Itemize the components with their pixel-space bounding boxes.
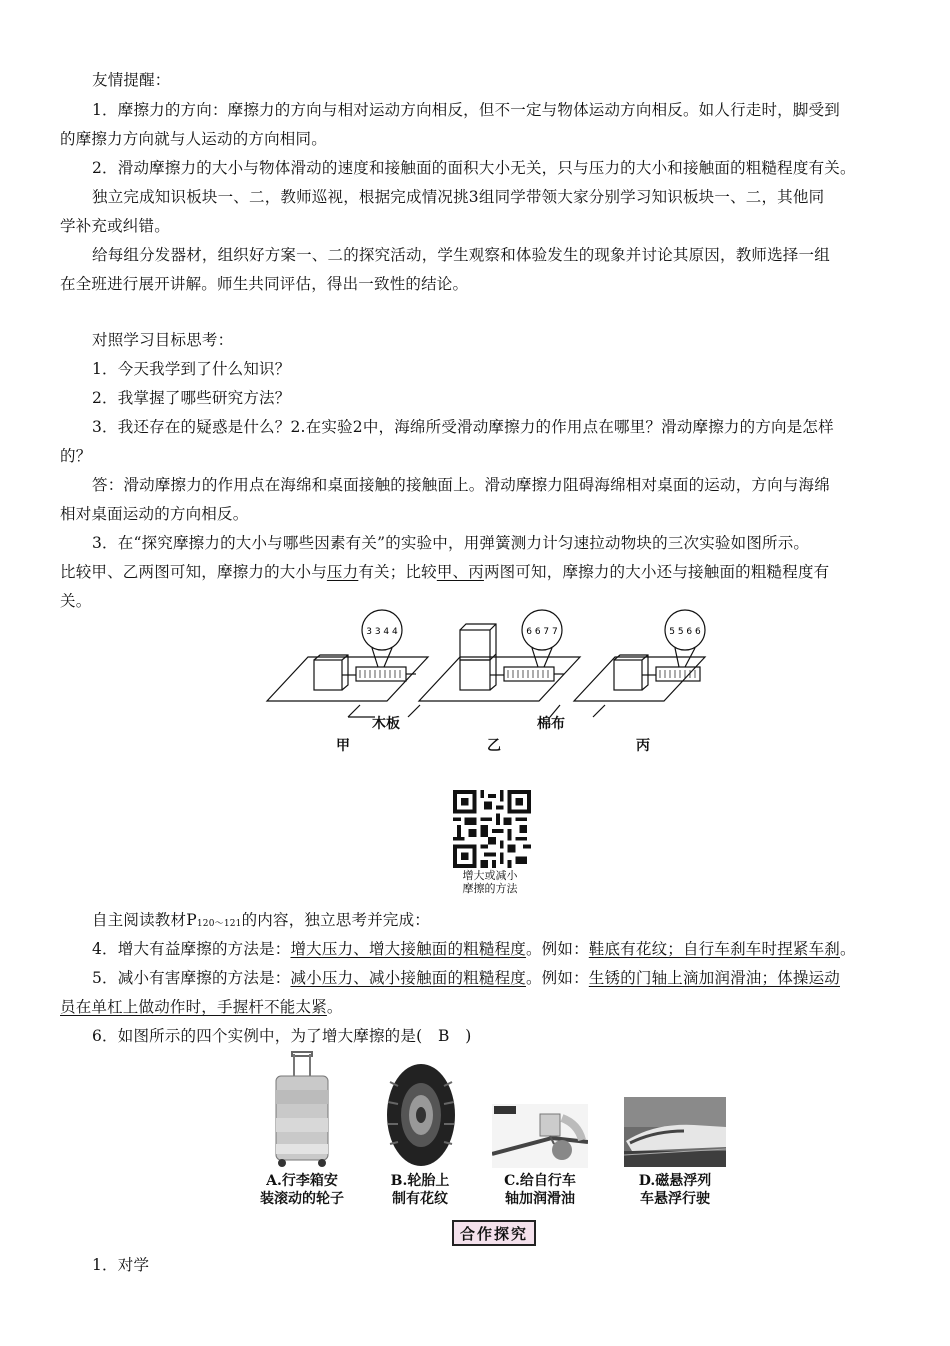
answer-decrease-example-cont: 员在单杠上做动作时，手握杆不能太紧 [60, 998, 327, 1016]
text-fragment: 4．增大有益摩擦的方法是： [92, 940, 291, 958]
reading-intro [92, 910, 430, 934]
option-c-line-1: C.给自行车 [504, 1173, 576, 1189]
question-4 [92, 939, 856, 959]
reminder-para-1-cont: 学补充或纠错。 [60, 217, 170, 235]
text-fragment: 自主阅读教材P [92, 911, 197, 929]
page-range: 120～121 [196, 919, 242, 929]
text-fragment: 有关；比较 [358, 563, 437, 581]
dial-reading-bing: 5 5 6 6 [669, 627, 701, 637]
reflect-q1: 1．今天我学到了什么知识？ [92, 360, 291, 378]
option-d-caption [620, 1172, 730, 1208]
block-bing [614, 660, 642, 690]
block-jia [314, 660, 342, 690]
answer-increase-example: 鞋底有花纹；自行车刹车时捏紧车刹 [588, 940, 840, 958]
block-yi-top [460, 630, 490, 660]
bicycle-oil-image [492, 1104, 588, 1168]
reflect-q2: 2．我掌握了哪些研究方法？ [92, 389, 291, 407]
text-fragment: 5．减小有害摩擦的方法是： [92, 969, 291, 987]
option-b-caption [370, 1172, 470, 1208]
label-bing: 丙 [636, 738, 650, 754]
text-fragment: 。 [326, 998, 343, 1016]
reminder-title: 友情提醒： [92, 71, 171, 89]
label-jia: 甲 [336, 738, 350, 754]
option-c-caption [488, 1172, 592, 1208]
text-fragment: 。 [840, 940, 856, 958]
spring-scale-yi [504, 667, 554, 681]
section-badge: 合作探究 [452, 1220, 536, 1246]
option-b-line-2: 制有花纹 [392, 1191, 448, 1207]
plane-yi [419, 657, 580, 701]
text-fragment: 比较甲、乙两图可知，摩擦力的大小与 [60, 563, 327, 581]
label-board: 木板 [372, 716, 400, 732]
option-a-line-2: 装滚动的轮子 [260, 1191, 344, 1207]
qr-caption [440, 869, 540, 895]
answer-pressure: 压力 [326, 563, 359, 581]
qr-caption-line-2: 摩擦的方法 [462, 882, 518, 895]
reminder-para-2: 给每组分发器材，组织好方案一、二的探究活动，学生观察和体验发生的现象并讨论其原因，教师选择一组 [92, 246, 830, 264]
option-a-line-1: A.行李箱安 [266, 1173, 338, 1189]
friction-experiment-figure [260, 605, 710, 755]
reflect-answer-cont: 相对桌面运动的方向相反。 [60, 505, 249, 523]
question-6: 6．如图所示的四个实例中，为了增大摩擦的是( B ) [92, 1027, 472, 1045]
option-d-line-2: 车悬浮行驶 [640, 1191, 710, 1207]
label-cloth: 棉布 [537, 716, 565, 732]
reminder-para-2-cont: 在全班进行展开讲解。师生共同评估，得出一致性的结论。 [60, 275, 469, 293]
text-fragment: 的内容，独立思考并完成： [241, 911, 431, 929]
reflect-title: 对照学习目标思考： [92, 331, 234, 349]
label-yi: 乙 [487, 738, 501, 754]
question-5 [92, 968, 840, 988]
option-b-line-1: B.轮胎上 [390, 1173, 450, 1189]
text-fragment: 。例如： [525, 969, 589, 987]
block-yi-bottom [460, 660, 490, 690]
option-c-line-2: 轴加润滑油 [505, 1191, 575, 1207]
last-line: 1．对学 [92, 1256, 150, 1274]
experiment-question-cont [60, 562, 829, 582]
reflect-q3: 3．我还存在的疑惑是什么？2.在实验2中，海绵所受滑动摩擦力的作用点在哪里？滑动摩擦力的方向是怎样 [92, 418, 834, 436]
answer-decrease-method: 减小压力、减小接触面的粗糙程度 [290, 969, 526, 987]
qr-code[interactable] [452, 790, 532, 868]
text-fragment: 。例如： [525, 940, 589, 958]
spring-scale-jia [356, 667, 406, 681]
experiment-question-end: 关。 [60, 592, 92, 610]
qr-caption-line-1: 增大或减小 [462, 869, 518, 882]
text-fragment: 两图可知，摩擦力的大小还与接触面的粗糙程度有 [483, 563, 830, 581]
question-5-cont [60, 997, 343, 1017]
reminder-item-1-cont: 的摩擦力方向就与人运动的方向相同。 [60, 130, 327, 148]
reminder-item-2: 2．滑动摩擦力的大小与物体滑动的速度和接触面的面积大小无关，只与压力的大小和接触面的粗糙程度有关。 [92, 159, 856, 177]
suitcase-image [270, 1050, 334, 1168]
plane-bing [574, 657, 705, 701]
dial-reading-yi: 6 6 7 7 [526, 627, 558, 637]
reflect-q3-cont: 的？ [60, 447, 92, 465]
option-d-line-1: D.磁悬浮列 [638, 1173, 712, 1189]
answer-increase-method: 增大压力、增大接触面的粗糙程度 [290, 940, 526, 958]
maglev-train-image [624, 1097, 726, 1167]
answer-jia-bing: 甲、丙 [436, 563, 484, 581]
experiment-question: 3．在“探究摩擦力的大小与哪些因素有关”的实验中，用弹簧测力计匀速拉动物块的三次实验如图所示。 [92, 534, 810, 552]
reminder-item-1: 1．摩擦力的方向：摩擦力的方向与相对运动方向相反，但不一定与物体运动方向相反。如人行走时，脚受到 [92, 101, 840, 119]
dial-reading-jia: 3 3 4 4 [366, 627, 398, 637]
tire-image [384, 1062, 458, 1168]
option-a-caption [248, 1172, 356, 1208]
reminder-para-1: 独立完成知识板块一、二，教师巡视，根据完成情况挑3组同学带领大家分别学习知识板块一、二，其他同 [92, 188, 825, 206]
answer-decrease-example: 生锈的门轴上滴加润滑油；体操运动 [588, 969, 840, 987]
reflect-answer: 答：滑动摩擦力的作用点在海绵和桌面接触的接触面上。滑动摩擦力阻碍海绵相对桌面的运动，方向与海绵 [92, 476, 830, 494]
